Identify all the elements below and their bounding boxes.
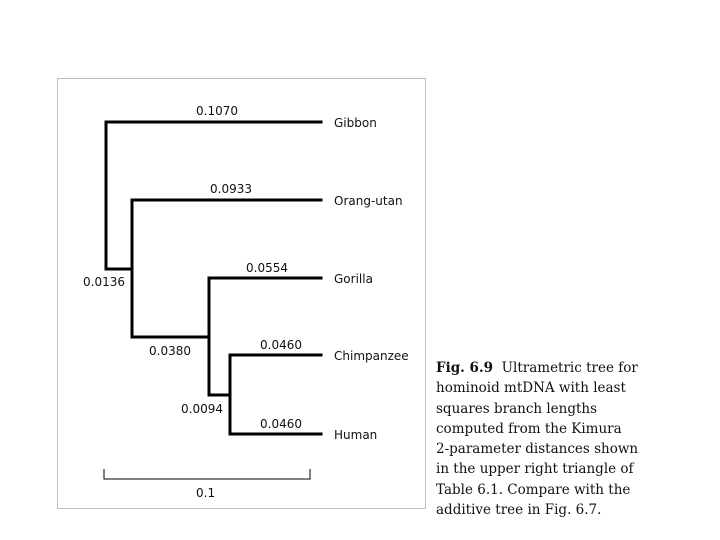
caption-line: in the upper right triangle of (436, 461, 634, 478)
scale-bar-label: 0.1 (196, 486, 216, 500)
branch-length-human: 0.0460 (260, 417, 302, 431)
taxon-gibbon: Gibbon (334, 116, 377, 130)
branch-length-gibbon: 0.1070 (196, 104, 238, 118)
phylogenetic-tree (58, 79, 427, 510)
caption-line: computed from the Kimura (436, 420, 622, 437)
caption-line: squares branch lengths (436, 400, 598, 417)
figure-caption (436, 358, 706, 520)
figure-label: Fig. 6.9 (436, 360, 494, 376)
tree-figure-frame (57, 78, 426, 509)
taxon-human: Human (334, 428, 378, 442)
branch-length-great-apes-internal: 0.0380 (149, 344, 191, 358)
branch-length-gorilla: 0.0554 (246, 261, 288, 275)
branch-length-chimpanzee: 0.0460 (260, 338, 302, 352)
caption-line: hominoid mtDNA with least (436, 380, 626, 397)
caption-line (436, 358, 706, 378)
branch-length-chimp-human-internal: 0.0094 (181, 402, 223, 416)
caption-line: Table 6.1. Compare with the (436, 481, 631, 498)
caption-line: 2-parameter distances shown (436, 441, 639, 458)
taxon-orang-utan: Orang-utan (334, 194, 403, 208)
taxon-chimpanzee: Chimpanzee (334, 349, 409, 363)
branch-length-root-internal: 0.0136 (83, 275, 125, 289)
caption-text: Ultrametric tree for (501, 360, 638, 376)
branch-length-orang-utan: 0.0933 (210, 182, 252, 196)
taxon-gorilla: Gorilla (334, 272, 373, 286)
caption-line: additive tree in Fig. 6.7. (436, 502, 602, 519)
scale-bar (104, 469, 310, 479)
